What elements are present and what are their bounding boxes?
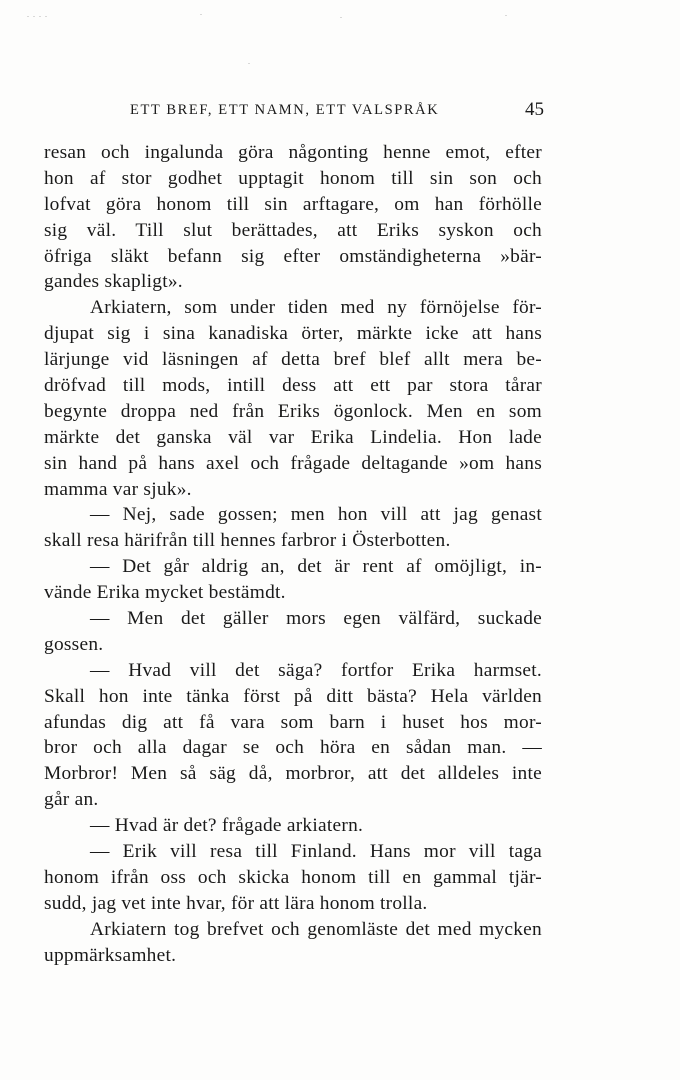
dialogue-line: — Hvad är det? frågade arkiatern. [90,815,364,837]
text-line: skall resa härifrån till hennes farbror i Österbotten. [44,530,451,552]
text-line: märkte det ganska väl var Erika Lindelia. Hon lade [44,426,542,448]
paper-speck [340,17,342,18]
text-line: gossen. [44,633,104,655]
paper-speck [505,15,507,16]
text-line: mamma var sjuk». [44,478,192,500]
text-line: sin hand på hans axel och frågade deltagande »om hans [44,452,542,474]
text-line: lärjunge vid läsningen af detta bref blef allt mera be- [44,349,542,371]
text-line: lofvat göra honom till sin arftagare, om han förhölle [44,193,542,215]
dialogue-line: — Nej, sade gossen; men hon vill att jag genast [90,504,542,526]
text-line: resan och ingalunda göra någonting henne emot, efter [44,142,542,163]
page-number: 45 [525,99,544,120]
running-title: ETT BREF, ETT NAMN, ETT VALSPRÅK [130,102,440,118]
text-line: Morbror! Men så säg då, morbror, att det alldeles inte [44,763,542,785]
dialogue-line: — Erik vill resa till Finland. Hans mor vill taga [90,841,542,863]
paragraph-first-line: Arkiatern, som under tiden med ny förnöjelse för- [90,297,542,319]
dialogue-line: — Men det gäller mors egen välfärd, suckade [90,608,542,630]
paper-speck [200,14,202,15]
paper-speck [27,16,29,17]
text-line: afundas dig att få vara som barn i huset hos mor- [44,711,542,733]
text-line: honom ifrån oss och skicka honom till en gammal tjär- [44,866,542,888]
paragraph-first-line: Arkiatern tog brefvet och genomläste det med mycken [90,918,542,940]
paper-speck [39,16,41,17]
text-line: öfriga släkt befann sig efter omständigheterna »bär- [44,245,542,267]
dialogue-line: — Hvad vill det säga? fortfor Erika harmset. [90,659,542,681]
body-text [44,140,542,969]
text-line: sig väl. Till slut berättades, att Eriks syskon och [44,219,542,241]
text-line: bror och alla dagar se och höra en sådan man. — [44,737,542,759]
text-line: Skall hon inte tänka först på ditt bästa? Hela världen [44,685,542,707]
text-line: vände Erika mycket bestämdt. [44,582,286,604]
paper-speck [248,63,250,64]
text-line: uppmärksamhet. [44,944,177,966]
text-line: går an. [44,789,99,811]
running-header [130,99,544,124]
text-line: gandes skapligt». [44,271,183,293]
text-line: hon af stor godhet upptagit honom till sin son och [44,167,542,189]
paper-speck [45,16,47,17]
text-line: dröfvad till mods, intill dess att ett par stora tårar [44,375,542,397]
text-line: djupat sig i sina kanadiska örter, märkte icke att hans [44,323,542,345]
text-line: begynte droppa ned från Eriks ögonlock. Men en som [44,400,542,422]
text-line: sudd, jag vet inte hvar, för att lära honom trolla. [44,892,428,914]
paper-speck [33,16,35,17]
dialogue-line: — Det går aldrig an, det är rent af omöjligt, in- [90,556,542,578]
